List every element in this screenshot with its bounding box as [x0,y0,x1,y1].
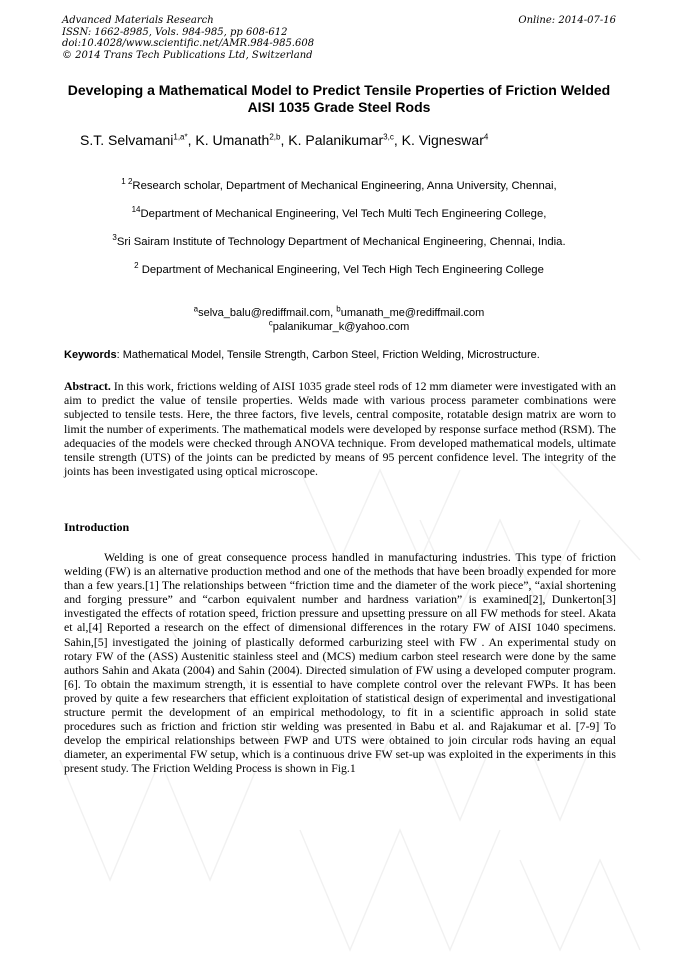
affiliation-sup: 2 [134,261,139,271]
affiliation-sup: 1 2 [121,177,133,187]
keywords-text: : Mathematical Model, Tensile Strength, Carbon Steel, Friction Welding, Microstructure. [116,349,540,361]
affiliation-sup: 3 [112,233,117,243]
affiliation-sup: 14 [131,205,141,215]
author-sup: 4 [483,132,489,142]
author-name: S.T. Selvamani [80,132,174,148]
journal-doi: doi:10.4028/www.scientific.net/AMR.984-985.608 [62,38,315,50]
journal-name: Advanced Materials Research [62,15,214,26]
author-name: K. Palanikumar [288,132,384,148]
affiliation: $^3$Sri Sairam Institute of Technology Department of Mechanical Engineering, Chennai, India. [112,233,566,248]
author-sup: 2,b [269,132,281,142]
affiliation: $^2$ Department of Mechanical Engineering, Vel Tech High Tech Engineering College [134,261,544,276]
online-date: Online: 2014-07-16 [518,15,616,26]
email-b: umanath_me@rediffmail.com [340,307,485,319]
journal-header [62,15,482,61]
affiliation: $^{14}$Department of Mechanical Engineering, Vel Tech Multi Tech Engineering College, [131,205,547,220]
author-list: S.T. Selvamani$^{1,a*}$, K. Umanath$^{2,b}$, K. Palanikumar$^{3,c}$, K. Vigneswar$^4$ [80,132,489,148]
journal-issn: ISSN: 1662-8985, Vols. 984-985, pp 608-612 [62,26,288,38]
introduction-text: Welding is one of great consequence process handled in manufacturing industries. This type of friction welding (FW) is an alternative production method and one of the methods that have been broadly expended for more than a few years.[1] The relationships between “friction time and the diameter of the work piece”, “axial shortening and forging pressure” and “carbon equivalent number and hardness variation” is examined[2], Dunkerton[3] investigated the effects of rotation speed, friction pressure and upsetting pressure on all FW methods for steel. Akata et al,[4] Reported a research on the effect of dimensional differences in the rotary FW of AISI 1040 specimens. Sahin,[5] investigated the joining of plastically deformed carburizing steel with FW . An experimental study on rotary FW of the (ASS) Austenitic stainless steel and (MCS) medium carbon steel research were done by the same authors Sahin and Akata (2004) and Sahin (2004). Directed simulation of FW using a developed computer program. [6]. To obtain the maximum strength, it is essential to have complete control over the relevant FWPs. It has been proved by quite a few researchers that efficient exploitation of statistical design of experimental and investigational structure permit the development of an empirical methodology, to fit in a scientific approach in solid state procedures such as friction and friction stir welding was presented in Babu et al. and Rajakumar et al. [7-9] To develop the empirical relationships between FWP and UTS were obtained to join circular rods having an equal diameter, an experimental FW setup, which is a continuous drive FW set-up was exploited in the experiments in this present study. The Friction Welding Process is shown in Fig.1 [64,550,616,776]
affiliation: $^{1 2}$Research scholar, Department of Mechanical Engineering, Anna University, Chennai, [121,177,557,192]
abstract-text: In this work, frictions welding of AISI 1035 grade steel rods of 12 mm diameter were investigated with an aim to predict the value of tensile properties. Welds made with various process parameter combinations were subjected to tensile tests. Here, the three factors, five levels, central composite, rotatable design matrix are worn to limit the number of experiments. The mathematical models were developed by response surface method (RSM). The adequacies of the models were checked through ANOVA technique. From developed mathematical models, ultimate tensile strength (UTS) of the joints can be predicted by means of 95 percent confidence level. The integrity of the joints has been investigated using optical microscope. [64,379,616,479]
introduction-heading: Introduction [64,520,130,534]
paper-title: Developing a Mathematical Model to Predict Tensile Properties of Friction Welded AISI 1035 Grade Steel Rods [67,82,611,115]
email-a: selva_balu@rediffmail.com, [198,307,337,319]
email-line: $^a$selva_balu@rediffmail.com, $^b$umanath_me@rediffmail.com [193,304,485,319]
journal-copyright: © 2014 Trans Tech Publications Ltd, Switzerland [62,49,313,61]
keywords-label: Keywords [64,349,117,361]
author-sup: 3,c [383,132,394,142]
abstract-label: Abstract. [64,379,111,393]
email-line: $^c$palanikumar_k@yahoo.com [268,318,410,333]
author-name: K. Vigneswar [401,132,484,148]
author-sup: 1,a* [173,132,188,142]
author-name: K. Umanath [195,132,270,148]
email-c: palanikumar_k@yahoo.com [272,321,410,333]
abstract [64,379,616,478]
keywords [64,348,616,362]
